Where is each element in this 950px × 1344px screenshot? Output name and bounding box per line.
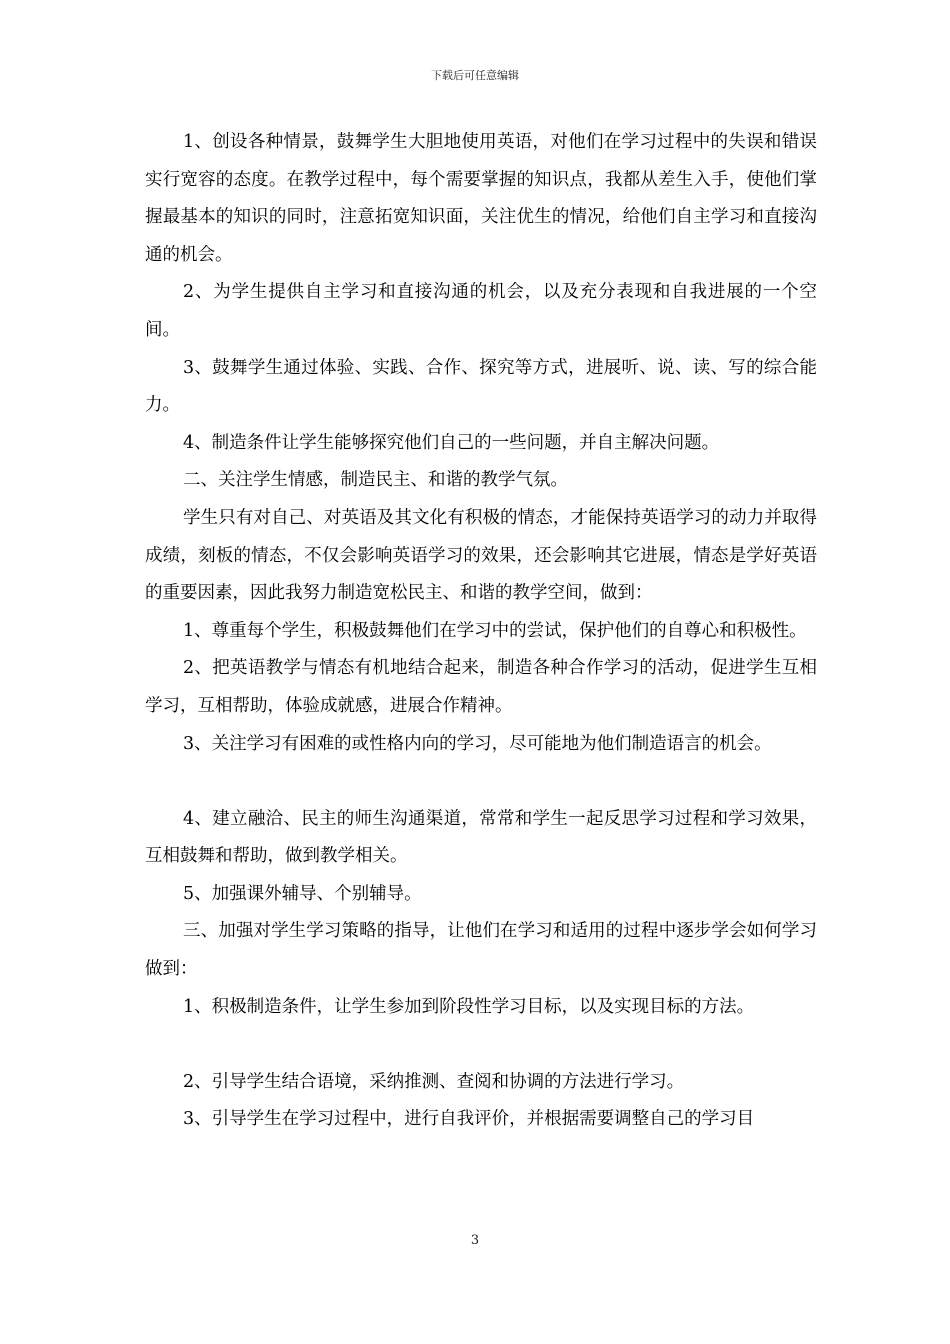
paragraph-10: 4、建立融洽、民主的师生沟通渠道，常常和学生一起反思学习过程和学习效果，互相鼓舞和帮助，做到教学相关。 [145,808,817,867]
paragraph-14: 2、引导学生结合语境，采纳推测、查阅和协调的方法进行学习。 [183,1071,685,1092]
blank-line [145,763,817,801]
paragraph-4: 4、制造条件让学生能够探究他们自己的一些问题，并自主解决问题。 [183,432,720,453]
paragraph-1: 1、创设各种情景，鼓舞学生大胆地使用英语，对他们在学习过程中的失误和错误实行宽容的态度。在教学过程中，每个需要掌握的知识点，我都从差生入手，使他们掌握最基本的知识的同时，注意拓宽知识面，关注优生的情况，给他们自主学习和直接沟通的机会。 [145,132,817,265]
paragraph-15: 3、引导学生在学习过程中，进行自我评价，并根据需要调整自己的学习目 [183,1109,755,1130]
document-body [145,124,817,1139]
paragraph-2: 2、为学生提供自主学习和直接沟通的机会，以及充分表现和自我进展的一个空间。 [145,282,817,340]
section-heading-3: 三、加强对学生学习策略的指导，让他们在学习和适用的过程中逐步学会如何学习做到： [145,921,817,980]
paragraph-11: 5、加强课外辅导、个别辅导。 [183,883,422,904]
page-header: 下载后可任意编辑 [431,69,519,82]
paragraph-6: 学生只有对自己、对英语及其文化有积极的情态，才能保持英语学习的动力并取得成绩，刻板的情态，不仅会影响英语学习的效果，还会影响其它进展，情态是学好英语的重要因素，因此我努力制造宽松民主、和谐的教学空间，做到： [145,507,817,604]
section-heading-2: 二、关注学生情感，制造民主、和谐的教学气氛。 [183,470,568,491]
paragraph-8: 2、把英语教学与情态有机地结合起来，制造各种合作学习的活动，促进学生互相学习，互相帮助，体验成就感，进展合作精神。 [145,658,817,716]
paragraph-9: 3、关注学习有困难的或性格内向的学习，尽可能地为他们制造语言的机会。 [183,733,772,754]
page-number: 3 [470,1233,480,1248]
paragraph-13: 1、积极制造条件，让学生参加到阶段性学习目标，以及实现目标的方法。 [183,996,755,1017]
paragraph-3: 3、鼓舞学生通过体验、实践、合作、探究等方式，进展听、说、读、写的综合能力。 [145,357,817,416]
paragraph-7: 1、尊重每个学生，积极鼓舞他们在学习中的尝试，保护他们的自尊心和积极性。 [183,620,807,641]
blank-line [145,1026,817,1064]
